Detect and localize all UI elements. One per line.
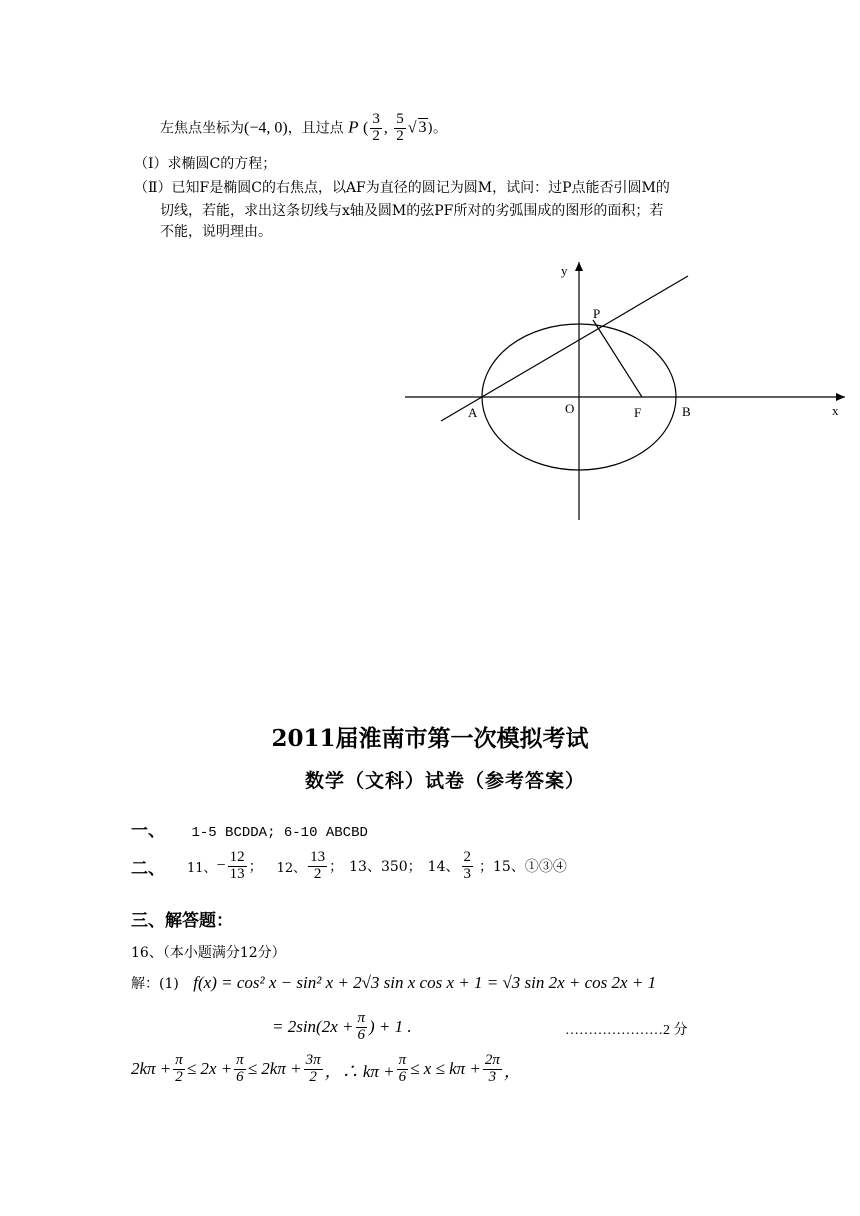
p-x-fraction: $\frac{3}{2}$ (372, 111, 380, 144)
label-b: B (682, 404, 691, 419)
section-2 (131, 850, 567, 883)
section-2-label: 二、 (131, 858, 165, 879)
q15-answer: ；15、①③④ (479, 859, 567, 876)
ineq-frac-3: $\frac{3\pi}{2}$ (305, 1052, 321, 1085)
solution-eq2-a: = 2sin(2x + (272, 1017, 354, 1037)
section-3-label: 三、解答题： (131, 911, 233, 931)
problem-line1-prefix: 左焦点坐标为 (160, 120, 244, 137)
q12-label: 12、 (276, 860, 307, 876)
label-x: x (832, 403, 839, 418)
p-y-sqrt: 3 (418, 119, 427, 137)
problem-part2-line2: 切线，若能，求出这条切线与x轴及圆M的弦PF所对的劣弧围成的图形的面积；若 (160, 203, 664, 219)
ineq-part-e: ≤ x ≤ kπ + (410, 1059, 481, 1079)
q11-sign: − (216, 857, 226, 875)
ineq-frac-2: $\frac{\pi}{6}$ (236, 1052, 244, 1085)
problem-part2-line1: （Ⅱ）已知F是椭圆C的右焦点，以AF为直径的圆记为圆M，试问：过P点能否引圆M的 (134, 180, 670, 196)
q14-fraction: $\frac{2}{3}$ (463, 849, 471, 882)
ineq-frac-1: $\frac{\pi}{2}$ (175, 1052, 183, 1085)
q12-fraction: $\frac{13}{2}$ (310, 849, 326, 882)
section-1-answers: 1-5 BCDDA; 6-10 ABCBD (191, 825, 368, 841)
answer-subtitle: 数学（文科）试卷（参考答案） (304, 770, 585, 792)
p-y-fraction: $\frac{5}{2}$ (396, 111, 404, 144)
section-1-label: 一、 (131, 821, 165, 841)
solution-equation-1: f(x) = cos² x − sin² x + 2√3 sin x cos x + 1 = √3 sin 2x + cos 2x + 1 (193, 973, 657, 992)
problem-line1-end: )。 (427, 120, 448, 137)
section-1 (131, 816, 368, 841)
ineq-frac-4: $\frac{\pi}{6}$ (398, 1052, 407, 1085)
q13-answer: 13、350； (349, 859, 422, 876)
label-f: F (634, 405, 642, 420)
q16-header: 16、（本小题满分12分） (131, 945, 286, 961)
inequality-line (131, 1053, 521, 1086)
ineq-part-d: ，∴ kπ + (324, 1061, 395, 1081)
label-p: P (593, 306, 601, 321)
q11-sep: ； (248, 859, 263, 876)
ellipse-figure (400, 255, 850, 525)
ineq-frac-5: $\frac{2\pi}{3}$ (484, 1052, 500, 1085)
solution-eq2-fraction: $\frac{\pi}{6}$ (357, 1010, 366, 1043)
problem-part1: （Ⅰ）求椭圆C的方程； (134, 156, 277, 172)
ineq-part-b: ≤ 2x + (186, 1059, 233, 1079)
q11-fraction: $\frac{12}{13}$ (229, 849, 245, 882)
ineq-part-a: 2kπ + (131, 1059, 172, 1079)
score-note: …………………2 分 (565, 1023, 688, 1038)
problem-line1: 左焦点坐标为(−4, 0)，且过点 P ( $\frac{3}{2}$ , $\frac{5}{2}$ √ 3)。 (160, 111, 448, 144)
q11-label: 11、 (187, 860, 217, 876)
solution-line1 (131, 973, 656, 993)
label-o: O (565, 401, 575, 416)
q12-sep: ； (329, 859, 344, 876)
answer-title: 2011届淮南市第一次模拟考试 (271, 725, 589, 752)
label-y: y (561, 263, 568, 278)
solution-eq2-b: ) + 1 . (369, 1017, 412, 1037)
ineq-part-f: ， (503, 1061, 521, 1081)
point-p-label: P (348, 117, 359, 137)
solution-label: 解：(1) (131, 976, 179, 992)
label-a: A (468, 405, 478, 420)
solution-line2 (272, 1011, 412, 1044)
ineq-part-c: ≤ 2kπ + (247, 1059, 302, 1079)
focus-point: (−4, 0) (244, 119, 288, 137)
q14-label: 14、 (427, 859, 460, 876)
problem-part2-line3: 不能，说明理由。 (160, 224, 272, 240)
problem-line1-mid: ，且过点 (287, 120, 344, 137)
segment-pf (593, 320, 642, 397)
